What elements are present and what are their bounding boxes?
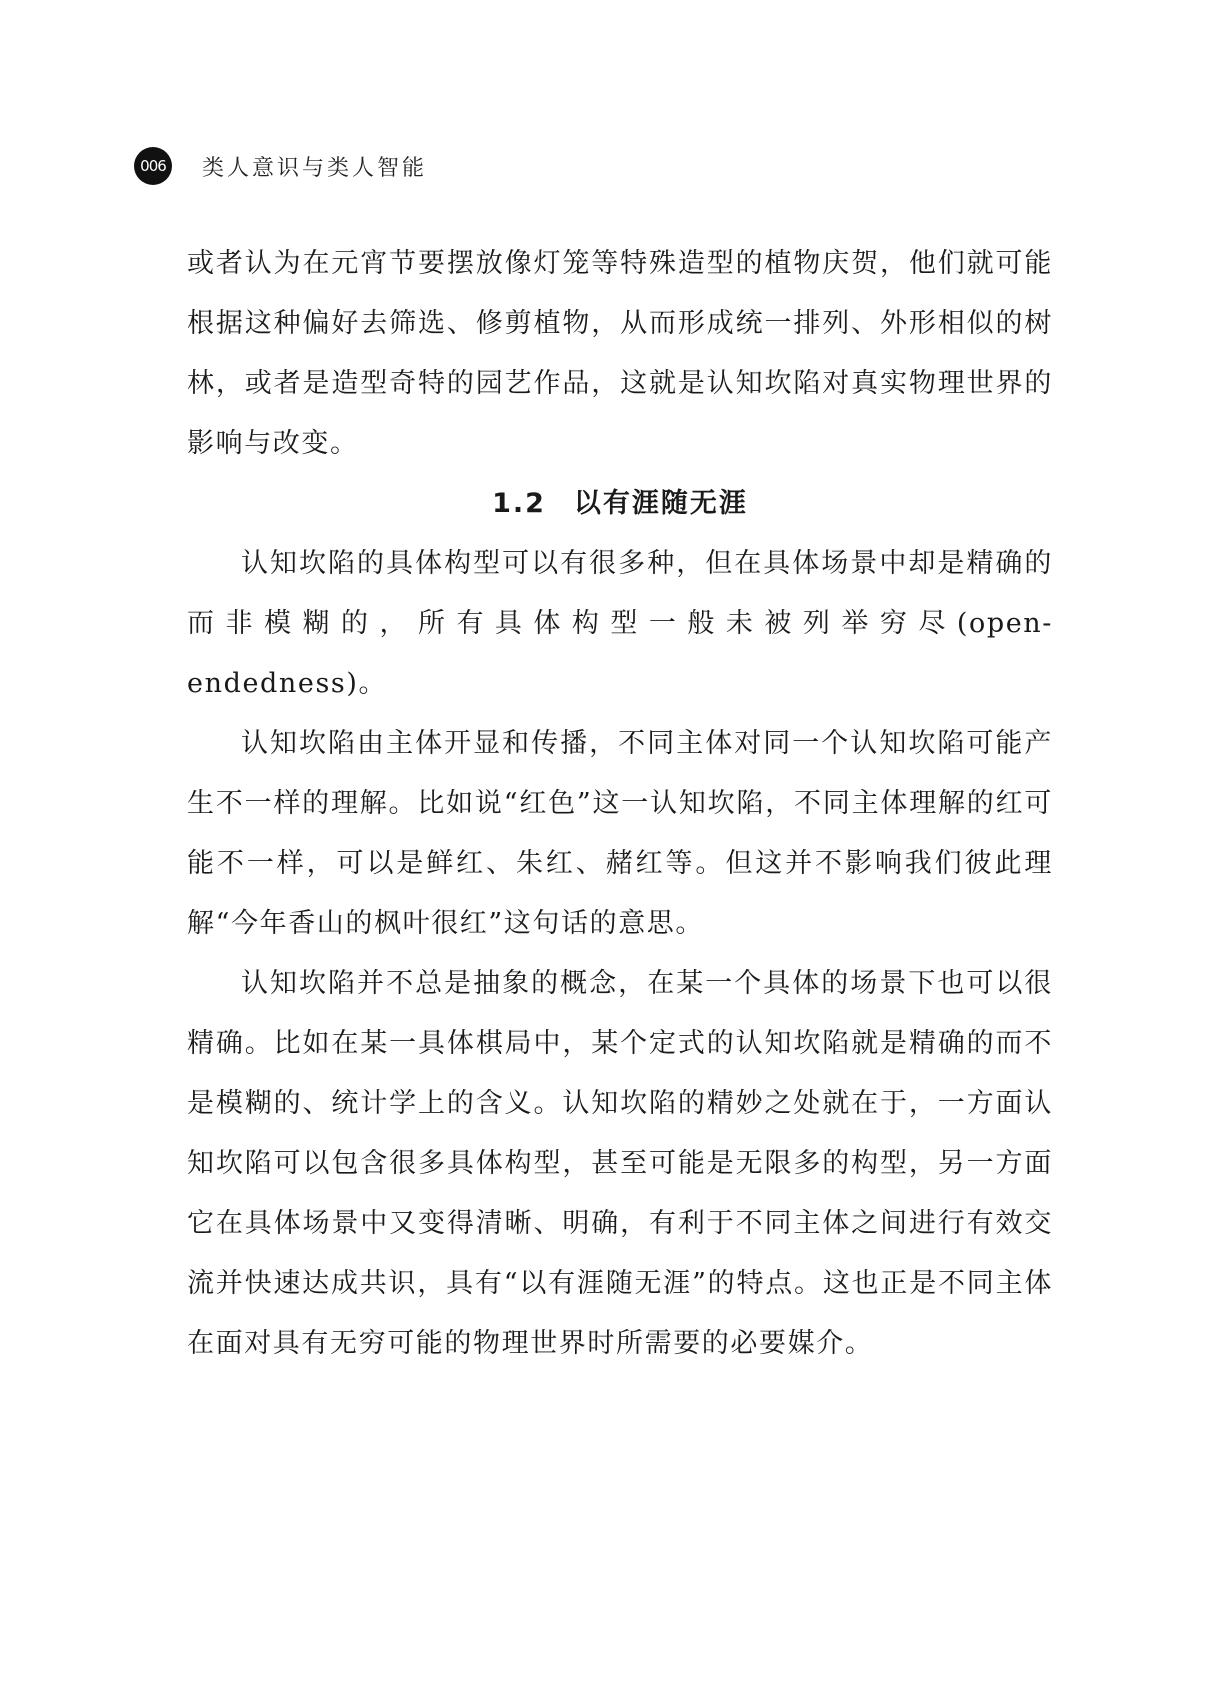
paragraph: 认知坎陷由主体开显和传播，不同主体对同一个认知坎陷可能产生不一样的理解。比如说“红色”这一认知坎陷，不同主体理解的红可能不一样，可以是鲜红、朱红、赭红等。但这并不影响我们彼此理解“今年香山的枫叶很红”这句话的意思。 <box>187 728 1053 939</box>
paragraph-continued: 或者认为在元宵节要摆放像灯笼等特殊造型的植物庆贺，他们就可能根据这种偏好去筛选、修剪植物，从而形成统一排列、外形相似的树林，或者是造型奇特的园艺作品，这就是认知坎陷对真实物理世界的影响与改变。 <box>187 248 1053 459</box>
section-heading <box>187 474 1053 534</box>
section-number: 1.2 <box>492 488 546 519</box>
page-number-badge: 006 <box>134 147 172 185</box>
paragraph: 认知坎陷并不总是抽象的概念，在某一个具体的场景下也可以很精确。比如在某一具体棋局中，某个定式的认知坎陷就是精确的而不是模糊的、统计学上的含义。认知坎陷的精妙之处就在于，一方面认知坎陷可以包含很多具体构型，甚至可能是无限多的构型，另一方面它在具体场景中又变得清晰、明确，有利于不同主体之间进行有效交流并快速达成共识，具有“以有涯随无涯”的特点。这也正是不同主体在面对具有无穷可能的物理世界时所需要的必要媒介。 <box>187 968 1053 1359</box>
section-title: 以有涯随无涯 <box>573 488 748 519</box>
page-body <box>187 234 1053 1374</box>
running-title: 类人意识与类人智能 <box>202 155 428 181</box>
page-header <box>134 146 427 186</box>
paragraph: 认知坎陷的具体构型可以有很多种，但在具体场景中却是精确的而非模糊的，所有具体构型一般未被列举穷尽(open-endedness)。 <box>187 548 1053 699</box>
